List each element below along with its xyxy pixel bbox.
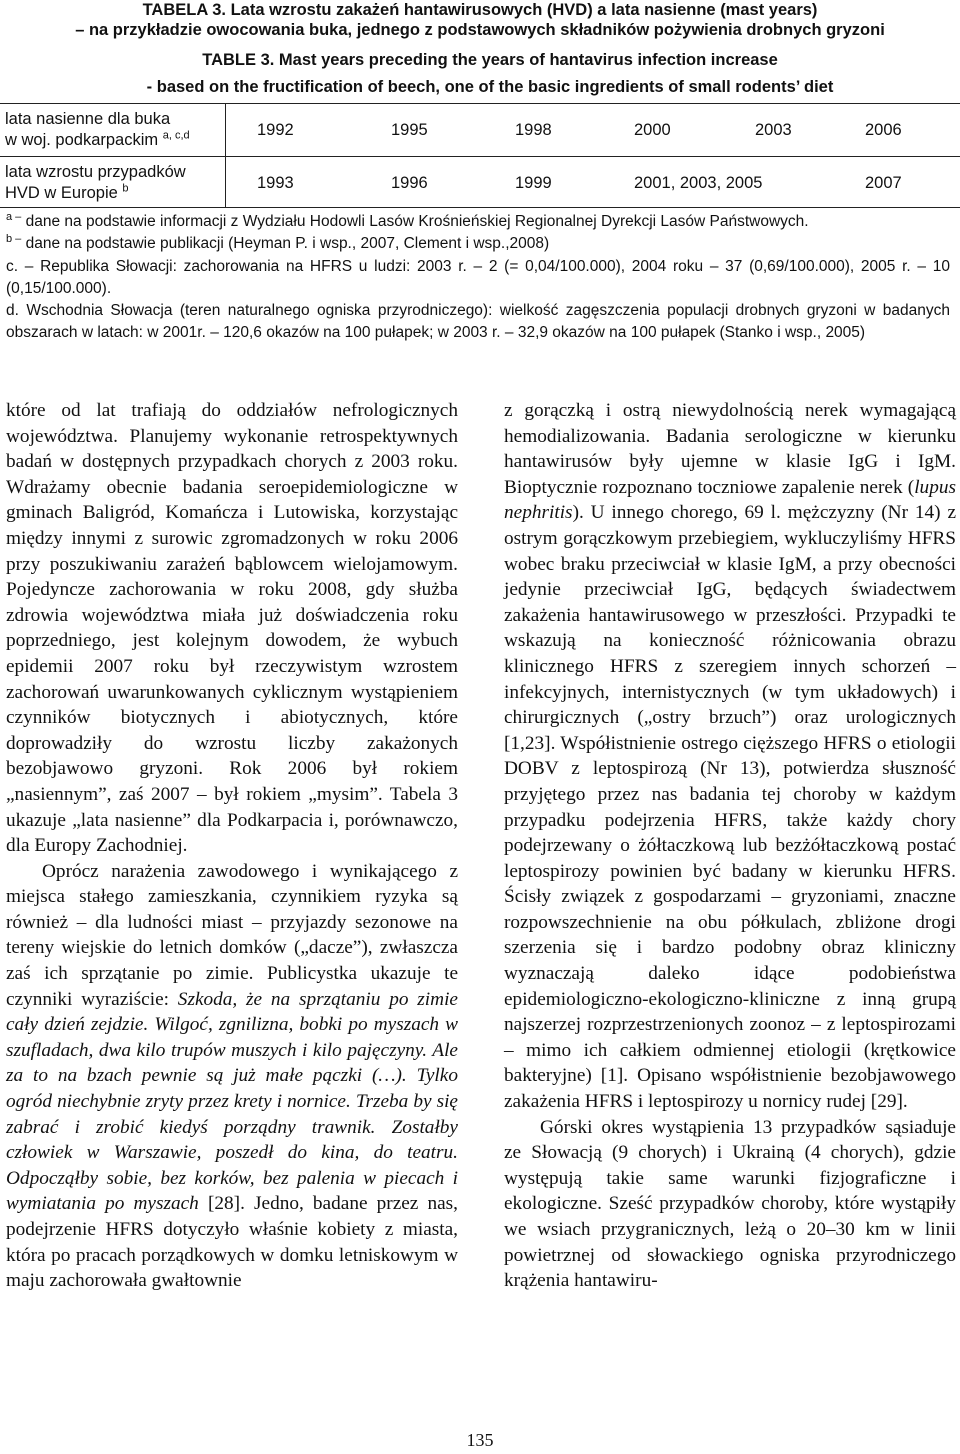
footnote-a: $^{a -}$ dane na podstawie informacji z Wydziału Hodowli Lasów Krośnieńskiej Regionalnej Dyrekcji Lasów Państwowych. (6, 210, 809, 230)
footnote-marker: b (122, 182, 129, 195)
caption-pl-line1: TABELA 3. Lata wzrostu zakażeń hantawirusowych (HVD) a lata nasienne (mast years) (142, 1, 818, 19)
quotation: Szkoda, że na sprzątaniu po zimie cały dzień zejdzie. Wilgoć, zgnilizna, bobki po myszach w szufladach, dwa kilo trupów muszych i kilo pajęczyny. Ale za to na bzach pewnie są już małe pączki (…). Tylko ogród niechybnie zryty przez krety i nornice. Trzeba by się zabrać i zrobić kiedyś porządny trawnik. Zostałby człowiek w Warszawie, poszedł do kina, do teatru. Odpocząłby sobie, bez korków, bez palenia w piecach i wymiatania po myszach (6, 988, 458, 1215)
caption-pl-line2: – na przykładzie owocowania buka, jednego z podstawowych składników pożywienia drobnych gryzoni (75, 21, 885, 39)
table-cell: 1998 (515, 121, 552, 139)
right-column (504, 398, 956, 1294)
table-cell: 1993 (257, 174, 294, 192)
row-label-mast-years: lata nasienne dla buka w woj. podkarpackim $^{a, c,d}$ (5, 110, 190, 149)
paragraph: które od lat trafiają do oddziałów nefrologicznych województwa. Planujemy wykonanie retrospektywnych badań w dostępnych przypadkach chorych z 2003 roku. Wdrażamy obecnie badania seroepidemiologiczne w gminach Baligród, Komańcza i Lutowiska, korzystając między innymi z surowic zgromadzonych w roku 2006 przy poszukiwaniu zarażeń bąblowcem wielojamowym. Pojedyncze zachorowania w roku 2008, gdy służba zdrowia województwa miała już doświadczenia roku poprzedniego, jest kolejnym dowodem, że wybuch epidemii 2007 roku był rzeczywistym wzrostem zachorowań uwarunkowanych cyklicznym wystąpieniem czynników biotycznych i abiotycznych, które doprowadziły do wzrostu liczby zakażonych bezobjawowo gryzoni. Rok 2006 był rokiem „nasiennym”, zaś 2007 – był rokiem „mysim”. Tabela 3 ukazuje „lata nasienne” dla Podkarpacia i, porównawczo, dla Europy Zachodniej. (6, 400, 458, 857)
table-cell: 1992 (257, 121, 294, 139)
caption-en-line1: TABLE 3. Mast years preceding the years of hantavirus infection increase (202, 51, 778, 69)
table-cell: 1995 (391, 121, 428, 139)
paragraph: Oprócz narażenia zawodowego i wynikającego z miejsca stałego zamieszkania, czynnikiem ryzyka są również – dla ludności miast – przyjazdy sezonowe na tereny wiejskie do letnich domków („dacze”), zwłaszcza zaś ich sprzątanie po zimie. Publicystka ukazuje te czynniki wyraziście: Szkoda, że na sprzątaniu po zimie cały dzień zejdzie. Wilgoć, zgnilizna, bobki po myszach w szufladach, dwa kilo trupów muszych i kilo pajęczyny. Ale za to na bzach pewnie są już małe pączki (…). Tylko ogród niechybnie zryty przez krety i nornice. Trzeba by się zabrać i zrobić kiedyś porządny trawnik. Zostałby człowiek w Warszawie, poszedł do kina, do teatru. Odpocząłby sobie, bez korków, bez palenia w piecach i wymiatania po myszach [28]. Jedno, badane przez nas, podejrzenie HFRS dotyczyło właśnie kobiety z miasta, która po pracach porządkowych w domku letniskowym w maju zachorowała gwałtownie (6, 860, 459, 1292)
table-bottom-rule (0, 207, 960, 208)
left-column (6, 398, 458, 1294)
footnote-c: c. – Republika Słowacji: zachorowania na HFRS u ludzi: 2003 r. – 2 (= 0,04/100.000), 2004 roku – 37 (0,69/100.000), 2005 r. – 10 (0,15/100.000). (6, 257, 951, 297)
paragraph: Górski okres wystąpienia 13 przypadków sąsiaduje ze Słowacją (9 chorych) i Ukrainą (4 chorych), gdzie występują takie same warunki fizjograficzne i ekologiczne. Sześć przypadków choroby, które wystąpiły we wsiach przygranicznych, leżą o 20–30 km w linii powietrznej od słowackiego ogniska przyrodniczego krążenia hantawiru- (504, 1116, 956, 1292)
footnote-d: d. Wschodnia Słowacja (teren naturalnego ogniska przyrodniczego): wielkość zagęszczenia populacji drobnych gryzoni w badanych obszarach w latach: w 2001r. – 120,6 okazów na 100 pułapek; w 2003 r. – 32,9 okazów na 100 pułapek (Stanko i wsp., 2005) (6, 302, 950, 342)
page-number: 135 (466, 1430, 494, 1450)
table-caption-en (0, 50, 960, 97)
caption-en-line2: - based on the fructification of beech, one of the basic ingredients of small rodents’ diet (146, 78, 834, 96)
table-cell: 2007 (865, 174, 902, 192)
table-column-divider (225, 103, 226, 207)
table-caption-pl (0, 0, 960, 40)
table-cell: 2000 (634, 121, 671, 139)
table-footnotes (6, 211, 950, 345)
table-top-rule (0, 103, 960, 104)
table-cell: 2001, 2003, 2005 (634, 174, 763, 192)
row-label-hvd-years: lata wzrostu przypadków HVD w Europie $^b$ (5, 163, 186, 202)
table-cell: 2003 (755, 121, 792, 139)
footnote-marker: a, c,d (162, 129, 190, 142)
latin-term: lupus nephritis (504, 476, 956, 524)
table-cell: 2006 (865, 121, 902, 139)
table-cell: 1996 (391, 174, 428, 192)
table-mid-rule (0, 156, 960, 157)
table-cell: 1999 (515, 174, 552, 192)
paragraph: z gorączką i ostrą niewydolnością nerek wymagającą hemodializowania. Badania serologiczne w kierunku hantawirusów były ujemne w klasie IgG i IgM. Bioptycznie rozpoznano toczniowe zapalenie nerek (lupus nephritis). U innego chorego, 69 l. mężczyzny (Nr 14) z ostrym gorączkowym przebiegiem, wykluczyliśmy HFRS wobec braku przeciwciał w klasie IgM, a przy obecności jedynie przeciwciał IgG, będących świadectwem zakażenia hantawirusowego w przeszłości. Przypadki te wskazują na konieczność różnicowania obrazu klinicznego HFRS z szeregiem innych schorzeń – infekcyjnych, internistycznych (w tym układowych) i chirurgicznych („ostry brzuch”) oraz urologicznych [1,23]. Współistnienie ostrego cięższego HFRS o etiologii DOBV z leptospirozą (Nr 13), potwierdza słuszność przyjętego przez nas badania tej choroby w każdym przypadku podejrzenia HFRS, także każdy chory podejrzewany o żółtaczkową lub bezżółtaczkową postać leptospirozy powinien być badany w kierunku HFRS. Ścisły związek z gospodarzami – gryzoniami, znaczne rozpowszechnienie na obu półkulach, zbliżone drogi szerzenia się i bardzo podobny obraz kliniczny wyznaczają daleko idące podobieństwa epidemiologiczno-ekologiczno-kliniczne z inną grupą najszerzej rozprzestrzenionych zoonoz – z leptospirozami – mimo ich całkiem odmiennej etiologii (krętkowice bakteryjne) [1]. Opisano współistnienie bezobjawowego zakażenia HFRS i leptospirozy u nornicy rudej [29]. (504, 400, 956, 1113)
footnote-b: $^{b -}$ dane na podstawie publikacji (Heyman P. i wsp., 2007, Clement i wsp.,2008) (6, 233, 550, 253)
